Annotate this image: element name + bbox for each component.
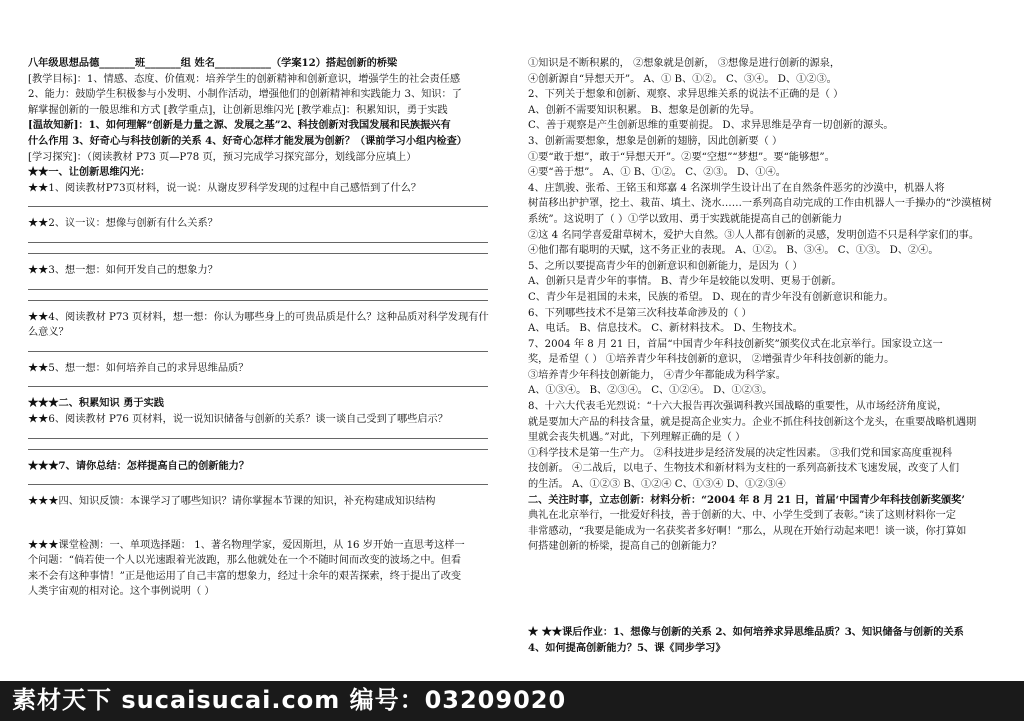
watermark-bar (0, 681, 1024, 721)
question-5: ★★5、想一想：如何培养自己的求异思维品质？ (28, 362, 249, 374)
test-line: 人类宇宙观的相对论。这个事例说明（ ） (28, 586, 215, 598)
watermark-text: 素材天下 sucaisucai.com 编号：03209020 (12, 686, 567, 714)
right-line: 里就会丧失机遇。”对此，下列理解正确的是（ ） (528, 432, 746, 444)
left-column (28, 56, 498, 600)
answer-line[interactable] (28, 448, 488, 450)
answer-line[interactable] (28, 385, 488, 387)
right-line: A、电话。 B、信息技术。 C、新材料技术。 D、生物技术。 (528, 323, 803, 335)
right-line: 8、十六大代表毛光烈说：“十六大报告再次强调科教兴国战略的重要性，从市场经济角度说， (528, 401, 948, 413)
answer-line[interactable] (28, 288, 488, 290)
question-6: ★★6、阅读教材 P76 页材料，说一说知识储备与创新的关系？谈一谈自己受到了哪些启示？ (28, 413, 448, 425)
right-line: 技创新。 ④二战后，以电子、生物技术和新材料为支柱的一系列高新技术飞速发展，改变了人们 (528, 463, 960, 475)
answer-line[interactable] (28, 350, 488, 352)
objectives-line: 2、能力：鼓励学生积极参与小发明、小制作活动，增强他们的创新精神和实践能力 3、知识：了 (28, 89, 462, 101)
question-3: ★★3、想一想：如何开发自己的想象力？ (28, 264, 218, 276)
right-line: A、创新不需要知识积累。 B、想象是创新的先导。 (528, 104, 761, 116)
right-line: ②这 4 名同学喜爱甜草树木，爱护大自然。③人人都有创新的灵感，发明创造不只是科学家们的事。 (528, 229, 980, 241)
objectives-line: [教学目标]：1、情感、态度、价值观：培养学生的创新精神和创新意识，增强学生的社会责任感 (28, 73, 461, 85)
feedback-line: ★★★四、知识反馈：本课学习了哪些知识？请你掌握本节课的知识，补充构建成知识结构 (28, 496, 436, 508)
review-line: 什么作用 3、好奇心与科技创新的关系 4、好奇心怎样才能发展为创新？（课前学习小组内检查） (28, 134, 467, 147)
answer-line[interactable] (28, 241, 488, 243)
right-line: 5、之所以要提高青少年的创新意识和创新能力，是因为（ ） (528, 260, 803, 272)
right-line: 典礼在北京举行，一批爱好科技，善于创新的大、中、小学生受到了表彰。”读了这则材料你一定 (528, 510, 956, 522)
right-line: 6、下列哪些技术不是第三次科技革命涉及的（ ） (528, 307, 752, 319)
right-line: 2、下列关于想象和创新、观察、求异思维关系的说法不正确的是（ ） (528, 89, 844, 101)
review-line: [温故知新]：1、如何理解“创新是力量之源、发展之基”2、科技创新对我国发展和民族振兴有 (28, 119, 451, 132)
right-line: 4、庄凯骏、张希、王铭玉和郑嘉 4 名深圳学生设计出了在自然条件恶劣的沙漠中，机器人将 (528, 182, 945, 194)
right-line: C、青少年是祖国的未来，民族的希望。 D、现在的青少年没有创新意识和能力。 (528, 291, 894, 303)
right-line: ③培养青少年科技创新能力， ④青少年都能成为科学家。 (528, 369, 786, 381)
question-2: ★★2、议一议：想像与创新有什么关系？ (28, 218, 218, 230)
right-line: ④他们都有聪明的天赋，这不务正业的表现。 A、①②。 B、③④。 C、①③。 D、②④。 (528, 245, 939, 257)
right-line: A、创新只是青少年的事情。 B、青少年是较能以发明、更易于创新。 (528, 276, 842, 288)
homework-line: 4、如何提高创新能力？5、课《同步学习》 (528, 641, 726, 654)
worksheet-header: 八年级思想品德_______班_______组 姓名___________（学案12）搭起创新的桥梁 (28, 57, 398, 69)
right-line: 奖，是希望（ ） ①培养青少年科技创新的意识， ②增强青少年科技创新的能力。 (528, 354, 895, 366)
question-1: ★★1、阅读教材P73页材料，说一说：从谢皮罗科学发现的过程中自己感悟到了什么？ (28, 182, 422, 194)
test-line: 来不会有这种事情！”正是他运用了自己丰富的想象力，经过十余年的艰苦探索，终于提出了改变 (28, 570, 462, 582)
right-line: ①知识是不断积累的， ②想象就是创新， ③想像是进行创新的源泉， (528, 58, 841, 69)
right-line: 树苗移出护护罩，挖土、栽苗、填土、浇水……一系列高自动完成的工作由机器人一手操办的“沙漠植树 (528, 198, 992, 210)
right-line: 3、创新需要想象，想象是创新的翅膀，因此创新要（ ） (528, 135, 783, 147)
right-line: A、①③④。 B、②③④。 C、①②④。 D、①②③。 (528, 385, 773, 397)
answer-line[interactable] (28, 437, 488, 439)
right-line: ①要“敢于想”，敢于“异想天开”。②要“空想”“梦想”。要“能够想”。 (528, 151, 835, 163)
test-line: 个问题：“倘若使一个人以光速跟着光波跑，那么他就处在一个不随时间而改变的波场之中。但看 (28, 555, 462, 567)
right-line: C、善于观察是产生创新思维的重要前提。 D、求异思维是孕育一切创新的源头。 (528, 120, 894, 132)
question-4: ★★4、阅读教材 P73 页材料，想一想：你认为哪些身上的可贵品质是什么？这种品质对科学发现有什 (28, 311, 489, 323)
right-line: 何搭建创新的桥梁，提高自己的创新能力？ (528, 541, 722, 553)
study-line: [学习探究]：（阅读教材 P73 页—P78 页，预习完成学习探究部分，划线部分应填上） (28, 151, 417, 163)
question-7: ★★★7、请你总结：怎样提高自己的创新能力？ (28, 459, 250, 472)
homework-line: ★ ★★课后作业：1、想像与创新的关系 2、如何培养求异思维品质？3、知识储备与创新的关系 (528, 626, 964, 638)
answer-line[interactable] (28, 299, 488, 301)
question-4-cont: 么意义？ (28, 327, 69, 339)
section-heading: 二、关注时事，立志创新：材料分析：“2004 年 8 月 21 日，首届‘中国青少年科技创新奖颁奖’ (528, 493, 965, 506)
test-line: ★★★课堂检测：一、单项选择题： 1、著名物理学家，爱因斯坦，从 16 岁开始一直思考这样一 (28, 539, 465, 551)
right-line: ④要“善于想”。 A、① B、①②。 C、②③。 D、①④。 (528, 167, 786, 179)
right-line: ①科学技术是第一生产力。 ②科技进步是经济发展的决定性因素。 ③我们党和国家高度重视科 (528, 447, 953, 459)
answer-line[interactable] (28, 252, 488, 254)
objectives-line: 解掌握创新的一般思维和方式 [教学重点]，让创新思维闪光 [教学难点]：积累知识，勇于实践 (28, 104, 448, 116)
right-line: 的生活。 A、①②③ B、①②④ C、①③④ D、①②③④ (528, 479, 786, 491)
section-heading: ★★一、让创新思维闪光： (28, 166, 151, 179)
right-line: 7、2004 年 8 月 21 日，首届“中国青少年科技创新奖”颁奖仪式在北京举行。国家设立这一 (528, 338, 943, 350)
answer-line[interactable] (28, 483, 488, 485)
answer-line[interactable] (28, 205, 488, 207)
section-heading: ★★★二、积累知识 勇于实践 (28, 397, 164, 410)
right-column (528, 56, 998, 656)
right-line: 系统”。这说明了（ ）①学以致用、勇于实践就能提高自己的创新能力 (528, 213, 843, 225)
right-line: ④创新源自“异想天开”。 A、① B、①②。 C、③④。 D、①②③。 (528, 73, 837, 85)
right-line: 就是要加大产品的科技含量，就是提高企业实力。企业不抓住科技创新这个龙头，在重要战略机遇期 (528, 416, 977, 428)
right-line: 非常感动，“我要是能成为一名获奖者多好啊！”那么，从现在开始行动起来吧！谈一谈，你打算如 (528, 525, 967, 537)
